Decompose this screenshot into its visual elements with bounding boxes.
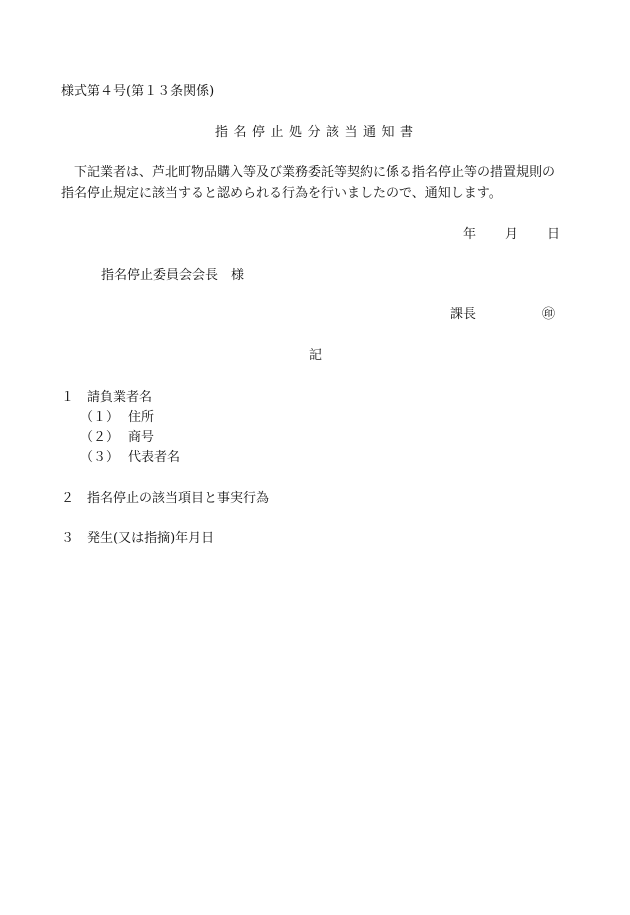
sender-title: 課長 [450, 307, 477, 322]
item-1-sub-2 [80, 430, 154, 446]
item-label: 指名停止の該当項目と事実行為 [87, 491, 270, 506]
body-text-line-2: 指名停止規定に該当すると認められる行為を行いましたので、通知します。 [61, 186, 502, 201]
seal-mark: ㊞ [542, 307, 556, 322]
sub-item-label: 代表者名 [128, 450, 181, 465]
document-title: 指名停止処分該当通知書 [215, 125, 419, 140]
date-day-label: 日 [547, 227, 561, 242]
date-line [463, 227, 560, 243]
sub-item-label: 住所 [128, 410, 155, 425]
item-2 [61, 491, 269, 507]
sub-item-number: （１） [80, 410, 120, 425]
sub-item-number: （２） [80, 430, 120, 445]
sender-line [450, 307, 555, 323]
item-3 [61, 531, 214, 547]
date-month-label: 月 [505, 227, 519, 242]
item-1 [61, 390, 152, 406]
item-1-sub-3 [80, 450, 180, 466]
ki-heading: 記 [309, 348, 323, 363]
sub-item-label: 商号 [128, 430, 155, 445]
item-number: ２ [61, 491, 75, 506]
form-number: 様式第４号(第１３条関係) [61, 84, 215, 99]
item-number: ３ [61, 531, 75, 546]
item-label: 発生(又は指摘)年月日 [87, 531, 215, 546]
date-year-label: 年 [463, 227, 477, 242]
item-1-sub-1 [80, 410, 154, 426]
item-label: 請負業者名 [87, 390, 153, 405]
item-number: １ [61, 390, 75, 405]
body-text-line-1: 下記業者は、芦北町物品購入等及び業務委託等契約に係る指名停止等の措置規則の [61, 165, 556, 180]
sub-item-number: （３） [80, 450, 120, 465]
addressee: 指名停止委員会会長 様 [101, 268, 245, 283]
